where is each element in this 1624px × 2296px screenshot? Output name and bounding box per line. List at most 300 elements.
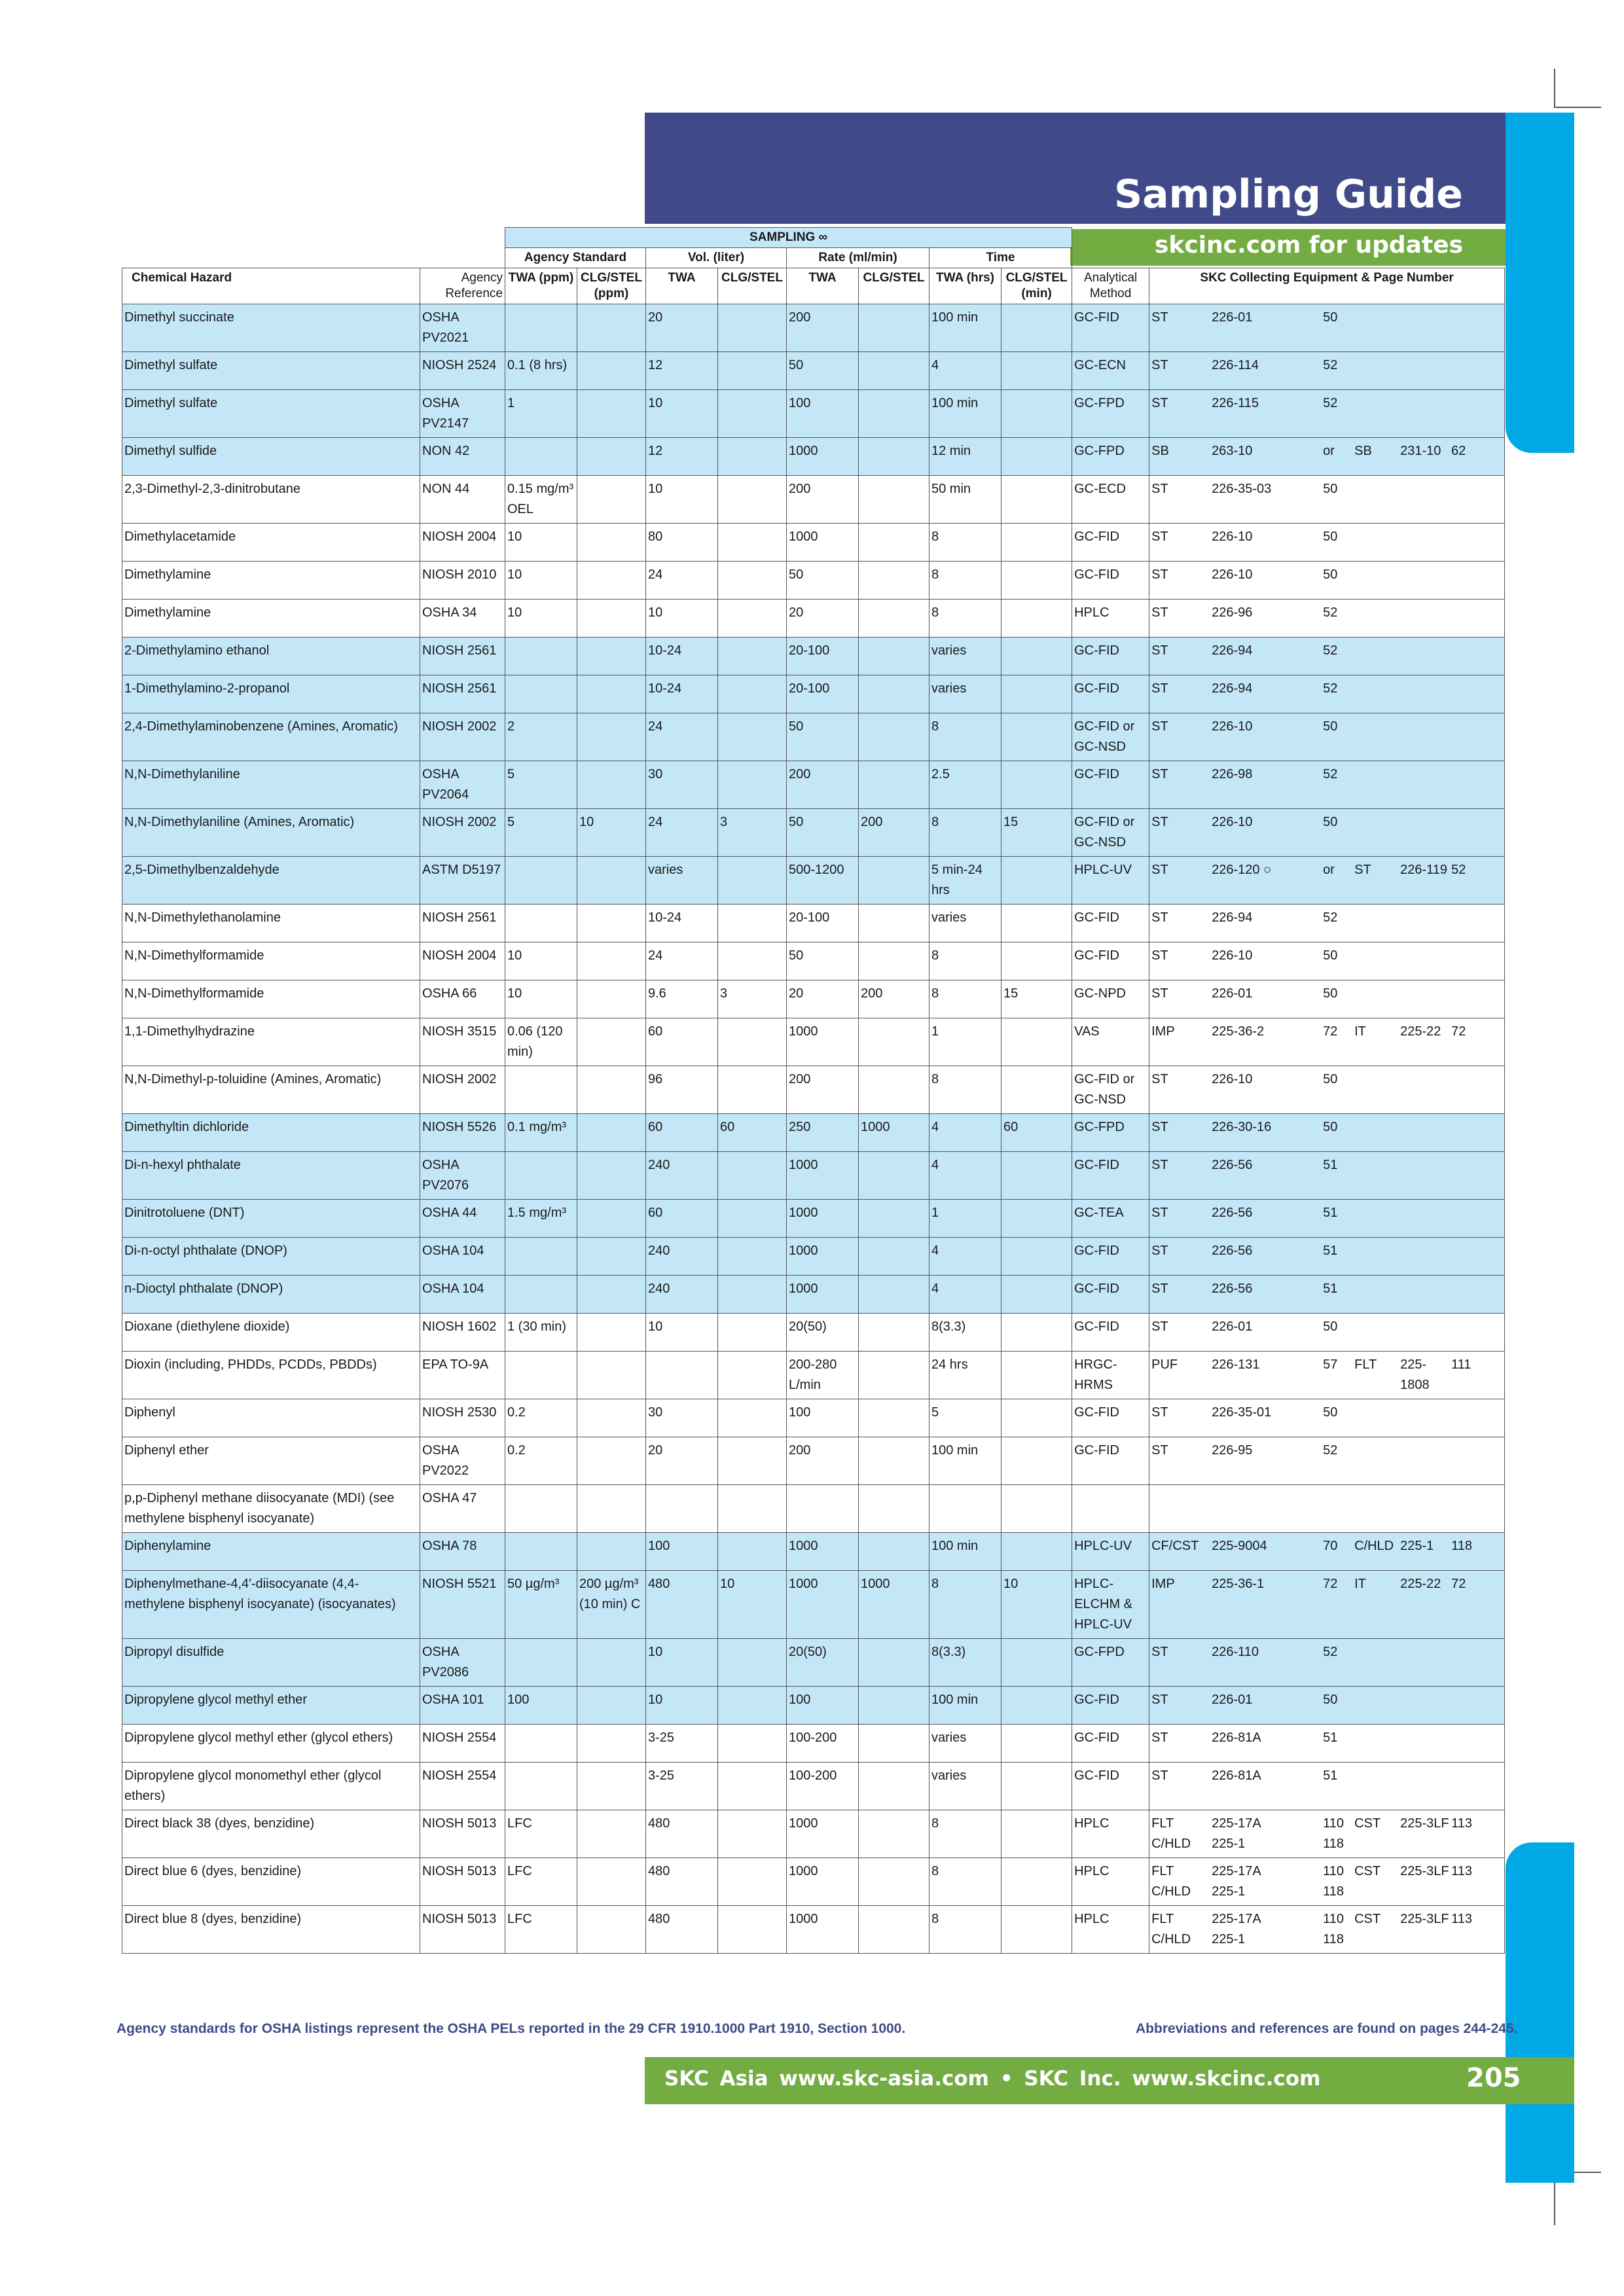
crop-mark (1555, 107, 1601, 108)
equipment-cell (1149, 713, 1505, 761)
equipment-field (1354, 1117, 1400, 1138)
equipment-field: 118 (1323, 1884, 1344, 1899)
equipment-field: IT (1354, 1024, 1366, 1039)
rate-twa-cell: 200 (787, 1437, 859, 1485)
equipment-field: 118 (1451, 1539, 1472, 1553)
rate-clg-cell (859, 1906, 929, 1954)
chemical-cell: Direct blue 8 (dyes, benzidine) (122, 1906, 420, 1954)
table-row (122, 1858, 1505, 1906)
rate-twa-cell (787, 1485, 859, 1533)
time-twa-cell: 8 (929, 942, 1001, 980)
agency-ref-cell: EPA TO-9A (420, 1352, 505, 1399)
equipment-field (1451, 1117, 1490, 1138)
agency-ref-header: Agency Reference (420, 268, 505, 304)
equipment-field (1354, 1155, 1400, 1175)
equipment-field (1400, 1279, 1451, 1299)
equipment-field: 50 (1323, 815, 1338, 829)
equipment-field: 72 (1451, 1577, 1466, 1591)
table-row (122, 1533, 1505, 1571)
rate-twa-cell: 100 (787, 1687, 859, 1725)
equipment-field: 226-94 (1212, 910, 1253, 925)
agency-ref-cell: OSHA PV2064 (420, 761, 505, 809)
rate-twa-cell: 1000 (787, 1238, 859, 1276)
equipment-field: 52 (1451, 863, 1466, 877)
equipment-field (1400, 479, 1451, 499)
equipment-field: ST (1151, 1693, 1168, 1707)
time-twa-cell: 24 hrs (929, 1352, 1001, 1399)
equipment-field (1451, 479, 1490, 499)
time-twa-cell: 8 (929, 600, 1001, 637)
rate-clg-cell (859, 1687, 929, 1725)
vol-clg-cell (718, 1725, 787, 1763)
time-twa-cell: 100 min (929, 1533, 1001, 1571)
vol-clg-cell (718, 675, 787, 713)
equipment-field (1354, 1069, 1400, 1090)
rate-twa-cell: 50 (787, 352, 859, 390)
equipment-cell (1149, 562, 1505, 600)
vol-twa-cell: 10 (646, 600, 718, 637)
equipment-field: 50 (1323, 482, 1338, 496)
rate-clg-cell (859, 637, 929, 675)
equipment-field (1354, 479, 1400, 499)
equipment-field (1400, 641, 1451, 661)
agency-ref-cell: NON 42 (420, 438, 505, 476)
equipment-field: 110 (1323, 1912, 1344, 1926)
table-row (122, 1485, 1505, 1533)
rate-twa-cell: 200 (787, 761, 859, 809)
time-clg-cell (1001, 1533, 1072, 1571)
equipment-cell (1149, 1200, 1505, 1238)
twa-cell (505, 1352, 577, 1399)
method-cell: HPLC (1072, 600, 1149, 637)
equipment-field: ST (1151, 396, 1168, 410)
vol-clg-cell (718, 761, 787, 809)
time-clg-cell: 15 (1001, 980, 1072, 1018)
equipment-field (1400, 984, 1451, 1004)
table-row (122, 304, 1505, 352)
clg-cell: 10 (577, 809, 646, 857)
equipment-field: 113 (1451, 1816, 1472, 1831)
twa-cell: LFC (505, 1906, 577, 1954)
equipment-field: CST (1354, 1912, 1381, 1926)
twa-cell: 0.1 (8 hrs) (505, 352, 577, 390)
clg-cell (577, 1639, 646, 1687)
time-twa-cell (929, 1485, 1001, 1533)
equipment-field (1451, 764, 1490, 785)
equipment-field (1354, 1642, 1400, 1662)
vol-clg-cell (718, 600, 787, 637)
rate-twa-cell: 1000 (787, 1571, 859, 1639)
rate-clg-cell: 200 (859, 809, 929, 857)
table-row (122, 675, 1505, 713)
time-clg-cell (1001, 438, 1072, 476)
equipment-field (1451, 679, 1490, 699)
equipment-field: 50 (1323, 310, 1338, 325)
equipment-field: 226-10 (1212, 815, 1253, 829)
time-clg-cell (1001, 1687, 1072, 1725)
method-cell: GC-FID or GC-NSD (1072, 713, 1149, 761)
twa-cell (505, 675, 577, 713)
agency-ref-cell: NIOSH 2004 (420, 942, 505, 980)
equipment-field (1400, 527, 1451, 547)
chemical-header: Chemical Hazard (122, 268, 420, 304)
vol-twa-cell: 24 (646, 942, 718, 980)
crop-mark (1554, 69, 1555, 108)
agency-ref-cell: NIOSH 5526 (420, 1114, 505, 1152)
equipment-field (1354, 1241, 1400, 1261)
method-cell: HPLC-ELCHM & HPLC-UV (1072, 1571, 1149, 1639)
rate-header: Rate (ml/min) (787, 248, 929, 268)
method-cell: GC-FID (1072, 761, 1149, 809)
chemical-cell: 2,3-Dimethyl-2,3-dinitrobutane (122, 476, 420, 524)
equipment-field: 226-01 (1212, 986, 1253, 1001)
twa-cell (505, 905, 577, 942)
rate-twa-cell: 50 (787, 713, 859, 761)
time-clg-cell (1001, 1485, 1072, 1533)
equipment-field: ST (1151, 1206, 1168, 1220)
chemical-cell: Diphenylmethane-4,4′-diisocyanate (4,4-methylene bisphenyl isocyanate) (isocyanates) (122, 1571, 420, 1639)
equipment-field: ST (1151, 767, 1168, 781)
equipment-field (1451, 946, 1490, 966)
twa-cell: 1 (30 min) (505, 1314, 577, 1352)
time-clg-cell (1001, 637, 1072, 675)
vol-clg-cell (718, 905, 787, 942)
equipment-field (1451, 1155, 1490, 1175)
equipment-field (1400, 565, 1451, 585)
equipment-field: ST (1151, 986, 1168, 1001)
equipment-field: ST (1151, 358, 1168, 372)
clg-cell (577, 1152, 646, 1200)
rate-clg-cell (859, 1639, 929, 1687)
table-row (122, 1639, 1505, 1687)
rate-clg-cell (859, 675, 929, 713)
clg-cell (577, 1276, 646, 1314)
rate-twa-cell: 200-280 L/min (787, 1352, 859, 1399)
equipment-field: 226-95 (1212, 1443, 1253, 1458)
equipment-field (1354, 641, 1400, 661)
vol-clg-cell (718, 942, 787, 980)
table-row (122, 1238, 1505, 1276)
equipment-field: 225-3LF (1400, 1912, 1449, 1926)
clg-cell (577, 1533, 646, 1571)
vol-twa-cell: 10 (646, 390, 718, 438)
vol-twa-cell: 96 (646, 1066, 718, 1114)
vol-twa-cell (646, 1485, 718, 1533)
equipment-field: 263-10 (1212, 444, 1253, 458)
time-clg-cell (1001, 1725, 1072, 1763)
method-cell: HPLC-UV (1072, 1533, 1149, 1571)
equipment-cell (1149, 524, 1505, 562)
equipment-field: 52 (1323, 643, 1338, 658)
rate-twa-cell: 1000 (787, 1810, 859, 1858)
agency-ref-cell: NIOSH 2524 (420, 352, 505, 390)
equipment-field: ST (1151, 910, 1168, 925)
rate-clg-cell: 200 (859, 980, 929, 1018)
twa-cell: 0.2 (505, 1399, 577, 1437)
equipment-field: ST (1151, 1768, 1168, 1783)
vol-clg-cell (718, 1314, 787, 1352)
equipment-field: 226-30-16 (1212, 1120, 1272, 1134)
time-clg-cell (1001, 1276, 1072, 1314)
time-twa-cell: varies (929, 1763, 1001, 1810)
rate-clg-cell (859, 1399, 929, 1437)
vol-clg-cell (718, 1152, 787, 1200)
chemical-cell: N,N-Dimethylethanolamine (122, 905, 420, 942)
method-cell: GC-ECD (1072, 476, 1149, 524)
rate-twa-cell: 20 (787, 600, 859, 637)
equipment-cell (1149, 1533, 1505, 1571)
equipment-field: 225-22 (1400, 1577, 1441, 1591)
equipment-field: 57 (1323, 1357, 1338, 1372)
equipment-cell (1149, 1687, 1505, 1725)
time-clg-cell (1001, 1018, 1072, 1066)
equipment-field: 50 (1323, 1072, 1338, 1086)
time-twa-cell: 8 (929, 562, 1001, 600)
method-cell: GC-FID (1072, 562, 1149, 600)
clg-cell (577, 1018, 646, 1066)
equipment-field: IMP (1151, 1024, 1175, 1039)
equipment-field (1354, 1441, 1400, 1461)
twa-cell: 0.06 (120 min) (505, 1018, 577, 1066)
agency-ref-cell: OSHA 104 (420, 1276, 505, 1314)
vol-twa-cell: 24 (646, 713, 718, 761)
equipment-field: 52 (1323, 396, 1338, 410)
twa-cell: 1.5 mg/m³ (505, 1200, 577, 1238)
vol-clg-cell: 10 (718, 1571, 787, 1639)
vol-clg-cell (718, 637, 787, 675)
equipment-field: 226-114 (1212, 358, 1259, 372)
chemical-cell: N,N-Dimethylaniline (Amines, Aromatic) (122, 809, 420, 857)
equipment-field: 51 (1323, 1282, 1338, 1296)
equipment-field: 226-115 (1212, 396, 1259, 410)
equipment-field: ST (1151, 605, 1168, 620)
equipment-field: 225-22 (1400, 1024, 1441, 1039)
rate-clg-cell (859, 1763, 929, 1810)
vol-clg-cell: 60 (718, 1114, 787, 1152)
rate-twa-cell: 1000 (787, 1858, 859, 1906)
clg-cell (577, 1485, 646, 1533)
agency-ref-cell: NIOSH 2561 (420, 905, 505, 942)
equipment-cell (1149, 1352, 1505, 1399)
time-twa-cell: varies (929, 637, 1001, 675)
time-twa-cell: 8 (929, 1571, 1001, 1639)
equipment-field (1354, 1690, 1400, 1710)
twa-cell: 1 (505, 390, 577, 438)
chemical-cell: Dimethylacetamide (122, 524, 420, 562)
equipment-field: 226-35-03 (1212, 482, 1272, 496)
equipment-cell (1149, 1485, 1505, 1533)
equipment-field (1451, 1642, 1490, 1662)
rate-twa-cell: 1000 (787, 1152, 859, 1200)
table-row (122, 390, 1505, 438)
equipment-field (1354, 717, 1400, 737)
agency-ref-cell: OSHA 47 (420, 1485, 505, 1533)
equipment-field (1400, 717, 1451, 737)
equipment-field (1451, 717, 1490, 737)
twa-cell (505, 1485, 577, 1533)
chemical-cell: Dimethyl succinate (122, 304, 420, 352)
time-clg-cell (1001, 1238, 1072, 1276)
vol-clg-cell (718, 1018, 787, 1066)
method-cell: GC-FID (1072, 675, 1149, 713)
equipment-cell (1149, 942, 1505, 980)
equipment-field: 226-56 (1212, 1206, 1253, 1220)
chemical-cell: N,N-Dimethyl-p-toluidine (Amines, Aromatic) (122, 1066, 420, 1114)
rate-clg-cell (859, 1152, 929, 1200)
equipment-cell (1149, 857, 1505, 905)
table-row (122, 980, 1505, 1018)
rate-clg-cell (859, 390, 929, 438)
agency-ref-cell: OSHA PV2021 (420, 304, 505, 352)
equipment-field: FLT (1151, 1864, 1174, 1878)
equipment-field: 51 (1323, 1206, 1338, 1220)
clg-cell (577, 1352, 646, 1399)
time-clg-cell (1001, 675, 1072, 713)
equipment-field: SB (1354, 444, 1372, 458)
method-cell: GC-FID (1072, 942, 1149, 980)
equipment-field (1354, 984, 1400, 1004)
table-row (122, 1276, 1505, 1314)
equipment-field: 226-10 (1212, 567, 1253, 582)
vol-twa-cell: 3-25 (646, 1725, 718, 1763)
equipment-field: 225-9004 (1212, 1539, 1267, 1553)
twa-cell: 10 (505, 524, 577, 562)
vol-twa-cell: 10-24 (646, 637, 718, 675)
agency-ref-cell: OSHA 104 (420, 1238, 505, 1276)
method-cell: GC-FPD (1072, 1114, 1149, 1152)
vol-clg-cell (718, 438, 787, 476)
equipment-cell (1149, 761, 1505, 809)
rate-clg-cell (859, 1200, 929, 1238)
twa-cell: 0.15 mg/m³ OEL (505, 476, 577, 524)
equipment-field: ST (1151, 482, 1168, 496)
method-cell: GC-FID or GC-NSD (1072, 1066, 1149, 1114)
table-body (122, 304, 1505, 1954)
rate-clg-cell (859, 1276, 929, 1314)
agency-ref-cell: NIOSH 5013 (420, 1906, 505, 1954)
equipment-field: 52 (1323, 358, 1338, 372)
clg-cell (577, 1314, 646, 1352)
twa-cell (505, 1533, 577, 1571)
equipment-field: 226-110 (1212, 1645, 1259, 1659)
equipment-field (1354, 355, 1400, 376)
chemical-cell: N,N-Dimethylaniline (122, 761, 420, 809)
rate-clg-cell (859, 352, 929, 390)
equipment-field (1400, 679, 1451, 699)
clg-cell (577, 675, 646, 713)
vol-clg-cell (718, 713, 787, 761)
equipment-field: 50 (1323, 1319, 1338, 1334)
equipment-field: ST (1151, 643, 1168, 658)
chemical-cell: Direct blue 6 (dyes, benzidine) (122, 1858, 420, 1906)
clg-cell (577, 1763, 646, 1810)
twa-cell: 0.2 (505, 1437, 577, 1485)
vol-clg-cell: 3 (718, 809, 787, 857)
equipment-field: 226-120 ○ (1212, 863, 1272, 877)
equipment-field (1354, 527, 1400, 547)
method-cell: HPLC (1072, 1858, 1149, 1906)
twa-ppm-header: TWA (ppm) (505, 268, 577, 304)
chemical-cell: Dipropylene glycol monomethyl ether (glycol ethers) (122, 1763, 420, 1810)
equipment-field (1354, 908, 1400, 928)
equipment-field (1400, 1690, 1451, 1710)
equipment-field: 51 (1323, 1768, 1338, 1783)
equipment-field (1354, 393, 1400, 414)
clg-cell (577, 1399, 646, 1437)
table-row (122, 600, 1505, 637)
twa-cell (505, 637, 577, 675)
method-cell: GC-NPD (1072, 980, 1149, 1018)
equipment-field: 110 (1323, 1864, 1344, 1878)
time-clg-cell: 15 (1001, 809, 1072, 857)
method-cell: GC-FID (1072, 1314, 1149, 1352)
rate-twa-cell: 20(50) (787, 1639, 859, 1687)
rate-clg-cell (859, 1314, 929, 1352)
method-cell: GC-FID (1072, 1725, 1149, 1763)
chemical-cell: 2,5-Dimethylbenzaldehyde (122, 857, 420, 905)
twa-cell (505, 1725, 577, 1763)
vol-clg-cell: 3 (718, 980, 787, 1018)
time-twa-cell: 8 (929, 980, 1001, 1018)
vol-twa-cell: 10-24 (646, 675, 718, 713)
time-clg-cell (1001, 600, 1072, 637)
equipment-field: 225-1808 (1400, 1357, 1430, 1392)
vol-clg-cell (718, 1485, 787, 1533)
vol-clg-cell (718, 1810, 787, 1858)
time-clg-cell (1001, 1152, 1072, 1200)
vol-twa-cell: 100 (646, 1533, 718, 1571)
vol-twa-cell: 10 (646, 1314, 718, 1352)
equipment-field (1451, 393, 1490, 414)
equipment-field (1400, 1155, 1451, 1175)
chemical-cell: Dioxin (including, PHDDs, PCDDs, PBDDs) (122, 1352, 420, 1399)
vol-clg-cell (718, 1858, 787, 1906)
equipment-field: 226-10 (1212, 1072, 1253, 1086)
equipment-field: 226-01 (1212, 1693, 1253, 1707)
equipment-field (1451, 1241, 1490, 1261)
equipment-field: 226-10 (1212, 529, 1253, 544)
equipment-field: 72 (1323, 1577, 1338, 1591)
method-cell: GC-FID (1072, 1152, 1149, 1200)
vol-clg-cell (718, 1906, 787, 1954)
method-cell: GC-FID (1072, 304, 1149, 352)
clg-cell (577, 562, 646, 600)
clg-cell (577, 761, 646, 809)
vol-clg-cell (718, 857, 787, 905)
chemical-cell: 1,1-Dimethylhydrazine (122, 1018, 420, 1066)
equipment-cell (1149, 1114, 1505, 1152)
equipment-field: 231-10 (1400, 444, 1441, 458)
time-twa-cell: 5 min-24 hrs (929, 857, 1001, 905)
time-twa-cell: varies (929, 905, 1001, 942)
method-cell: HPLC (1072, 1810, 1149, 1858)
equipment-field (1400, 1642, 1451, 1662)
table-row (122, 1906, 1505, 1954)
equipment-field: ST (1151, 1072, 1168, 1086)
equipment-field: 226-01 (1212, 310, 1253, 325)
agency-ref-cell: OSHA PV2147 (420, 390, 505, 438)
sampling-header: SAMPLING ∞ (505, 228, 1072, 248)
method-cell: GC-ECN (1072, 352, 1149, 390)
agency-ref-cell: NIOSH 2561 (420, 675, 505, 713)
chemical-cell: 2-Dimethylamino ethanol (122, 637, 420, 675)
table-row (122, 524, 1505, 562)
method-cell: GC-FPD (1072, 1639, 1149, 1687)
rate-clg-cell (859, 1437, 929, 1485)
equipment-field: ST (1151, 1282, 1168, 1296)
equipment-field: 111 (1451, 1357, 1471, 1372)
equipment-field: FLT (1151, 1816, 1174, 1831)
